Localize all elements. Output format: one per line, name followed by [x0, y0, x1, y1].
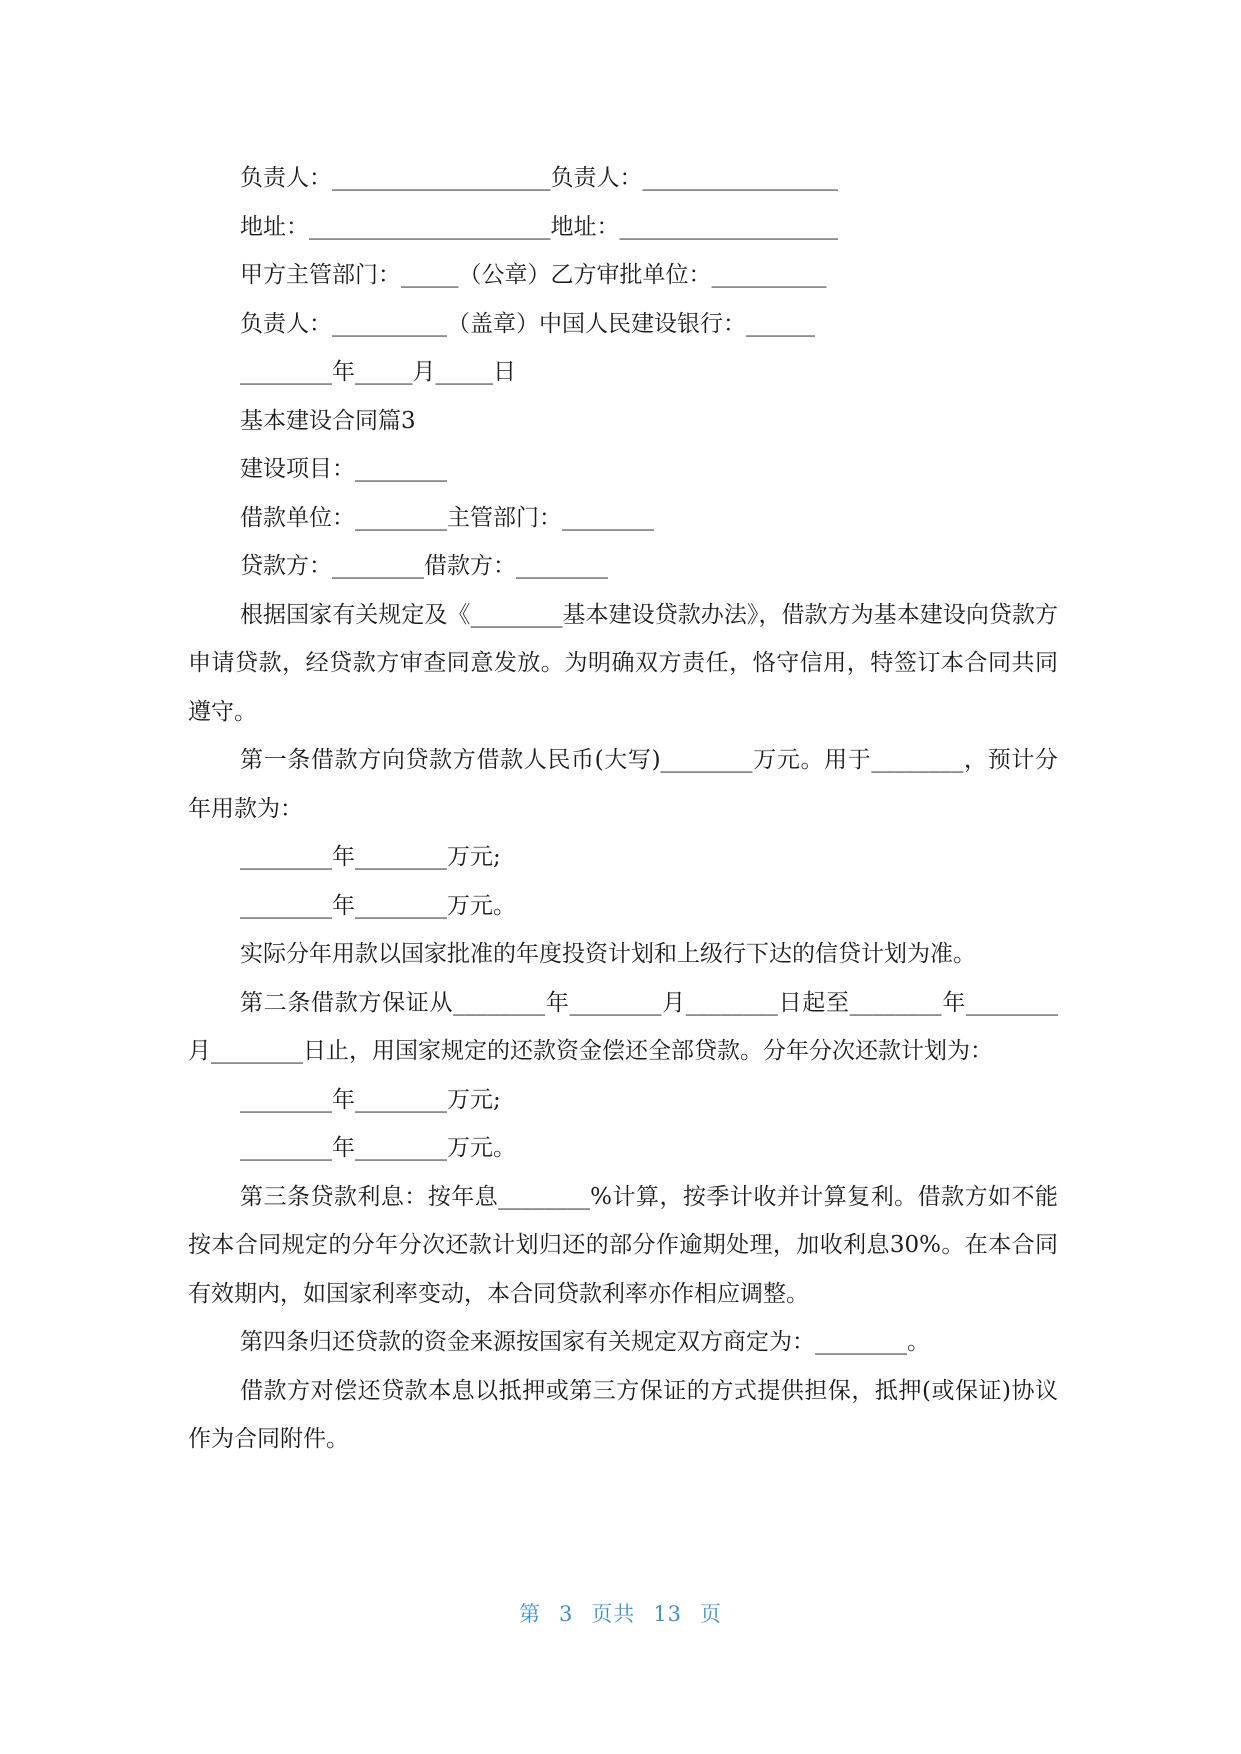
signature-line-address: 地址：_____________________地址：___________________: [240, 213, 838, 240]
article-3-paragraph: 第三条贷款利息：按年息________%计算，按季计收并计算复利。借款方如不能按本合同规定的分年分次还款计划归还的部分作逾期处理，加收利息30%。在本合同有效期内，如国家利率变动，本合同贷款利率亦作相应调整。: [188, 1183, 1058, 1307]
preamble-paragraph: 根据国家有关规定及《________基本建设贷款办法》，借款方为基本建设向贷款方申请贷款，经贷款方审查同意发放。为明确双方责任，恪守信用，特签订本合同共同遵守。: [188, 601, 1058, 725]
signature-line-seal-bank: 负责人：__________（盖章）中国人民建设银行：______: [240, 310, 815, 337]
footer-di: 第: [518, 1602, 541, 1626]
footer-total-pages: 13: [653, 1602, 683, 1626]
article-2-schedule-row-2: ________年________万元。: [240, 1135, 516, 1161]
signature-line-responsible: 负责人：___________________负责人：_________________: [240, 165, 838, 191]
article-1-note: 实际分年用款以国家批准的年度投资计划和上级行下达的信贷计划为准。: [240, 941, 976, 967]
article-1-schedule-row-1: ________年________万元;: [240, 844, 501, 870]
article-1-schedule-row-2: ________年________万元。: [240, 892, 516, 919]
footer-ye-gong: 页共: [591, 1602, 636, 1626]
section-title: 基本建设合同篇3: [240, 407, 416, 434]
borrower-line: 借款单位：________主管部门：________: [240, 504, 654, 531]
footer-page-number: 3: [558, 1602, 574, 1626]
article-2-paragraph: 第二条借款方保证从________年________月________日起至________年________月________日止，用国家规定的还款资金偿还全部贷款。分年分次还款计划为：: [188, 989, 1058, 1064]
guarantee-paragraph: 借款方对偿还贷款本息以抵押或第三方保证的方式提供担保，抵押(或保证)协议作为合同附件。: [188, 1377, 1058, 1452]
article-4-paragraph: 第四条归还贷款的资金来源按国家有关规定双方商定为：________。: [240, 1329, 930, 1355]
footer-ye: 页: [700, 1602, 723, 1626]
article-2-schedule-row-1: ________年________万元;: [240, 1086, 501, 1113]
signature-date-line: ________年_____月_____日: [240, 359, 516, 385]
page-footer: [0, 1598, 1241, 1628]
project-line: 建设项目：________: [240, 456, 447, 482]
parties-line: 贷款方：________借款方：________: [240, 553, 608, 579]
signature-line-departments: 甲方主管部门：_____（公章）乙方审批单位：__________: [240, 262, 827, 288]
document-body: [188, 154, 1058, 1464]
article-1-paragraph: 第一条借款方向贷款方借款人民币(大写)________万元。用于________，预计分年用款为：: [188, 747, 1058, 822]
